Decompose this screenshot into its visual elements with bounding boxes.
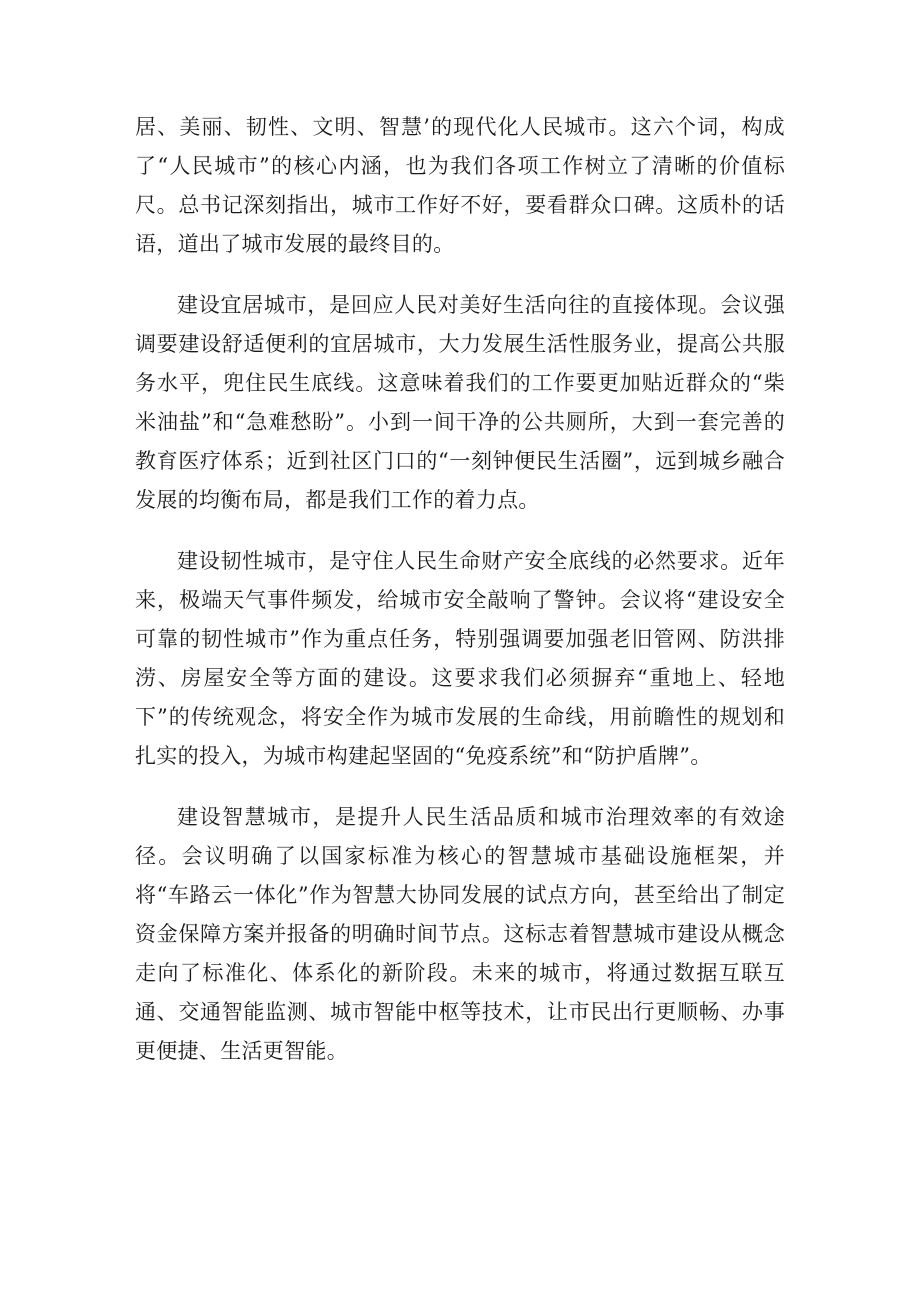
paragraph-4: 建设智慧城市，是提升人民生活品质和城市治理效率的有效途径。会议明确了以国家标准为核心的智慧城市基础设施框架，并将“车路云一体化”作为智慧大协同发展的试点方向，甚至给出了制定资金保障方案并报备的明确时间节点。这标志着智慧城市建设从概念走向了标准化、体系化的新阶段。未来的城市，将通过数据互联互通、交通智能监测、城市智能中枢等技术，让市民出行更顺畅、办事更便捷、生活更智能。	[135, 805, 785, 1063]
document-body	[135, 108, 785, 1093]
paragraph-3: 建设韧性城市，是守住人民生命财产安全底线的必然要求。近年来，极端天气事件频发，给城市安全敲响了警钟。会议将“建设安全可靠的韧性城市”作为重点任务，特别强调要加强老旧管网、防洪排涝、房屋安全等方面的建设。这要求我们必须摒弃“重地上、轻地下”的传统观念，将安全作为城市发展的生命线，用前瞻性的规划和扎实的投入，为城市构建起坚固的“免疫系统”和“防护盾牌”。	[135, 549, 785, 768]
paragraph-2: 建设宜居城市，是回应人民对美好生活向往的直接体现。会议强调要建设舒适便利的宜居城市，大力发展生活性服务业，提高公共服务水平，兜住民生底线。这意味着我们的工作要更加贴近群众的“柴米油盐”和“急难愁盼”。小到一间干净的公共厕所，大到一套完善的教育医疗体系；近到社区门口的“一刻钟便民生活圈”，远到城乡融合发展的均衡布局，都是我们工作的着力点。	[135, 293, 785, 512]
paragraph-1: 居、美丽、韧性、文明、智慧’的现代化人民城市。这六个词，构成了“人民城市”的核心内涵，也为我们各项工作树立了清晰的价值标尺。总书记深刻指出，城市工作好不好，要看群众口碑。这质朴的话语，道出了城市发展的最终目的。	[135, 115, 785, 256]
